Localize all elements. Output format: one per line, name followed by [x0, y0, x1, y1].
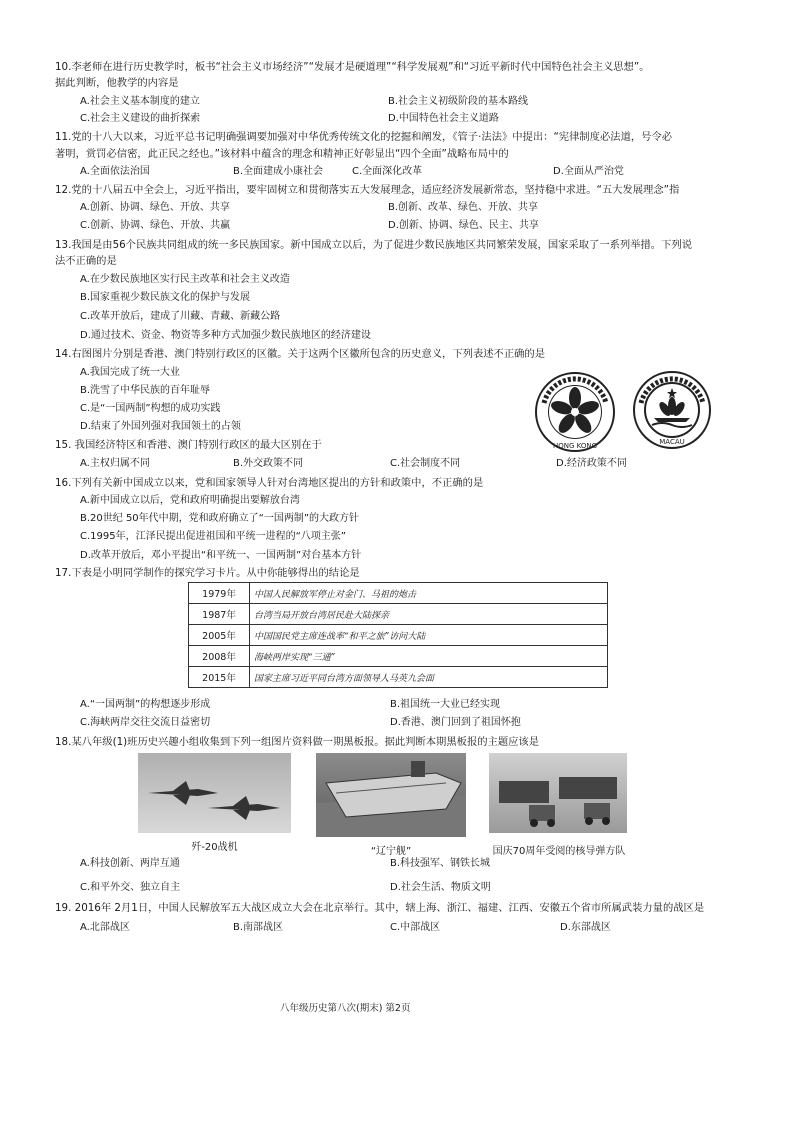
q17-option-c: C.海峡两岸交往交流日益密切	[80, 717, 211, 728]
q10-option-b: B.社会主义初级阶段的基本路线	[388, 96, 529, 107]
q17-stem: 17.下表是小明同学制作的探究学习卡片。从中你能够得出的结论是	[55, 567, 360, 579]
table-row	[189, 667, 608, 688]
q11-option-d: D.全面从严治党	[553, 166, 624, 177]
q10-option-c: C.社会主义建设的曲折探索	[80, 113, 201, 124]
q12-option-a: A.创新、协调、绿色、开放、共享	[80, 202, 230, 213]
q16-stem: 16.下列有关新中国成立以来，党和国家领导人针对台湾地区提出的方针和政策中，不正确的是	[55, 477, 484, 489]
q15-stem: 15. 我国经济特区和香港、澳门特别行政区的最大区别在于	[55, 439, 322, 451]
caption-j20: 歼-20战机	[191, 842, 238, 853]
q13-option-c: C.改革开放后，建成了川藏、青藏、新藏公路	[80, 311, 281, 322]
q18-option-c: C.和平外交、独立自主	[80, 882, 181, 893]
caption-liaoning: “辽宁舰”	[370, 846, 412, 857]
macau-emblem	[632, 370, 712, 450]
q14-option-c: C.是“一国两制”构想的成功实践	[80, 403, 221, 414]
q10-stem: 10.李老师在进行历史教学时，板书“社会主义市场经济”“发展才是硬道理”“科学发展观”和“习近平新时代中国特色社会主义思想”。	[55, 61, 650, 73]
q18-option-d: D.社会生活、物质文明	[390, 882, 491, 893]
q16-option-b: B.20世纪 50年代中期，党和政府确立了“一国两制”的大政方针	[80, 513, 360, 524]
macau-emblem-label: MACAU	[659, 438, 685, 446]
q19-option-d: D.东部战区	[560, 922, 611, 933]
q18-option-b: B.科技强军、钢铁长城	[390, 858, 491, 869]
q12-option-c: C.创新、协调、绿色、开放、共赢	[80, 220, 231, 231]
q13-option-d: D.通过技术、资金、物资等多种方式加强少数民族地区的经济建设	[80, 330, 371, 341]
caption-missile: 国庆70周年受阅的核导弹方队	[492, 846, 626, 857]
table-year: 1987年	[189, 604, 250, 625]
table-year: 2008年	[189, 646, 250, 667]
q13-stem-cont: 法不正确的是	[55, 255, 117, 267]
table-event: 台湾当局开放台湾居民赴大陆探亲	[250, 604, 608, 625]
q13-option-b: B.国家重视少数民族文化的保护与发展	[80, 292, 251, 303]
q11-option-a: A.全面依法治国	[80, 166, 150, 177]
page-footer: 八年级历史第八次(期末) 第2页	[280, 1003, 411, 1014]
q16-option-c: C.1995年，江泽民提出促进祖国和平统一进程的“八项主张”	[80, 531, 346, 542]
q14-option-d: D.结束了外国列强对我国领土的占领	[80, 421, 241, 432]
q18-stem: 18.某八年级(1)班历史兴趣小组收集到下列一组图片资料做一期黑板报。据此判断本期黑板报的主题应该是	[55, 736, 540, 748]
liaoning-carrier-photo	[316, 753, 466, 837]
q19-option-c: C.中部战区	[390, 922, 441, 933]
q14-option-a: A.我国完成了统一大业	[80, 367, 180, 378]
q12-option-d: D.创新、协调、绿色、民主、共享	[388, 220, 539, 231]
q13-stem: 13.我国是由56个民族共同组成的统一多民族国家。新中国成立以后，为了促进少数民族地区共同繁荣发展，国家采取了一系列举措。下列说	[55, 239, 692, 251]
q15-option-c: C.社会制度不同	[390, 458, 461, 469]
table-row	[189, 604, 608, 625]
q11-option-c: C.全面深化改革	[352, 166, 423, 177]
table-event: 中国人民解放军停止对金门、马祖的炮击	[250, 583, 608, 604]
q11-option-b: B.全面建成小康社会	[233, 166, 324, 177]
q17-option-a: A.“一国两制”的构想逐步形成	[80, 699, 211, 710]
q10-option-a: A.社会主义基本制度的建立	[80, 96, 200, 107]
j20-fighter-photo	[138, 753, 291, 833]
hk-emblem-label: HONG KONG	[552, 442, 598, 450]
q13-option-a: A.在少数民族地区实行民主改革和社会主义改造	[80, 274, 290, 285]
table-row	[189, 625, 608, 646]
q12-stem: 12.党的十八届五中全会上，习近平指出，要牢固树立和贯彻落实五大发展理念，适应经济发展新常态，坚持稳中求进。“五大发展理念”指	[55, 184, 680, 196]
table-event: 海峡两岸实现“三通”	[250, 646, 608, 667]
table-row	[189, 583, 608, 604]
table-event: 国家主席习近平同台湾方面领导人马英九会面	[250, 667, 608, 688]
table-event: 中国国民党主席连战率“和平之旅”访问大陆	[250, 625, 608, 646]
q10-stem-cont: 据此判断，他教学的内容是	[55, 77, 179, 89]
q19-stem: 19. 2016年 2月1日，中国人民解放军五大战区成立大会在北京举行。其中，辖上海、浙江、福建、江西、安徽五个省市所属武装力量的战区是	[55, 902, 705, 914]
q12-option-b: B.创新、改革、绿色、开放、共享	[388, 202, 539, 213]
q15-option-a: A.主权归属不同	[80, 458, 150, 469]
q15-option-b: B.外交政策不同	[233, 458, 304, 469]
missile-parade-photo	[489, 753, 627, 833]
q17-option-d: D.香港、澳门回到了祖国怀抱	[390, 717, 521, 728]
table-row	[189, 646, 608, 667]
hong-kong-emblem	[534, 371, 616, 453]
q15-option-d: D.经济政策不同	[556, 458, 627, 469]
table-year: 2005年	[189, 625, 250, 646]
q17-option-b: B.祖国统一大业已经实现	[390, 699, 501, 710]
q19-option-a: A.北部战区	[80, 922, 130, 933]
q14-option-b: B.洗雪了中华民族的百年耻辱	[80, 385, 211, 396]
table-year: 1979年	[189, 583, 250, 604]
q16-option-d: D.改革开放后，邓小平提出“和平统一、一国两制”对台基本方针	[80, 550, 362, 561]
q10-option-d: D.中国特色社会主义道路	[388, 113, 499, 124]
q11-stem: 11.党的十八大以来，习近平总书记明确强调要加强对中华优秀传统文化的挖掘和阐发，《管子·法法》中提出：“宪律制度必法道，号令必	[55, 131, 673, 143]
table-year: 2015年	[189, 667, 250, 688]
q18-option-a: A.科技创新、两岸互通	[80, 858, 180, 869]
q11-stem-cont: 著明，赏罚必信密，此正民之经也。”该材料中蕴含的理念和精神正好彰显出“四个全面”战略布局中的	[55, 148, 509, 160]
q17-table	[188, 582, 608, 688]
q14-stem: 14.右图图片分别是香港、澳门特别行政区的区徽。关于这两个区徽所包含的历史意义，下列表述不正确的是	[55, 348, 546, 360]
q16-option-a: A.新中国成立以后，党和政府明确提出要解放台湾	[80, 495, 300, 506]
q19-option-b: B.南部战区	[233, 922, 284, 933]
